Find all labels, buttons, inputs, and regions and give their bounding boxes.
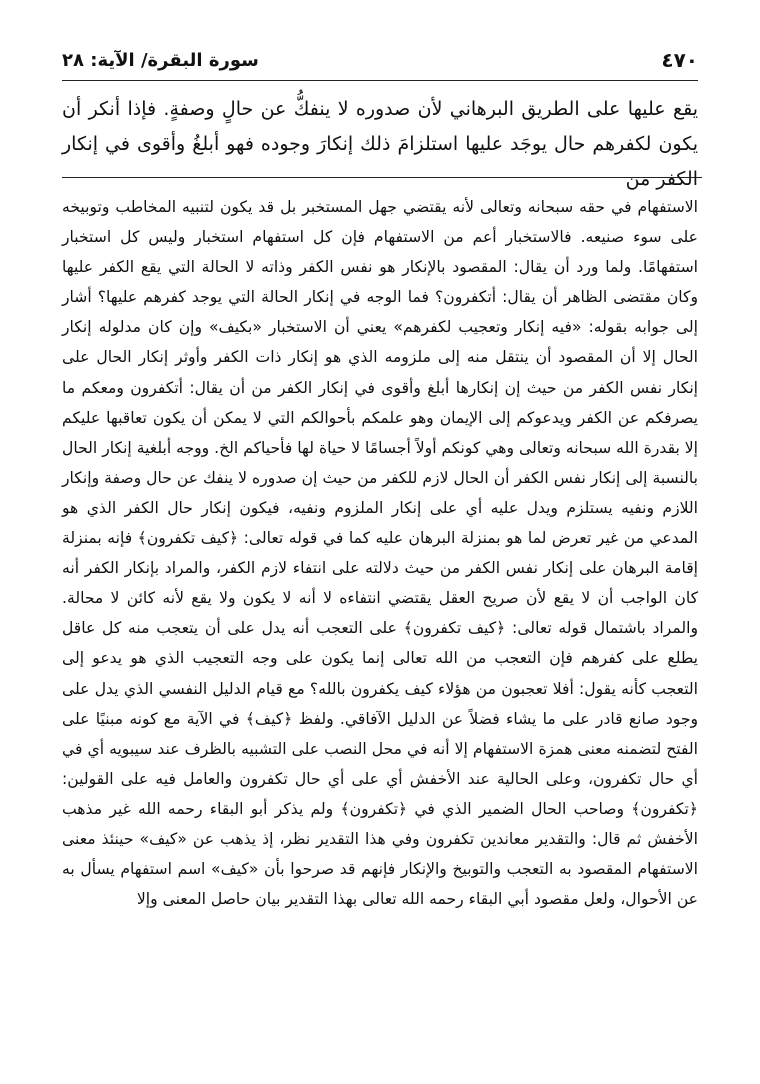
footnote-divider xyxy=(62,177,702,178)
main-text xyxy=(62,92,698,197)
commentary-paragraph: الاستفهام في حقه سبحانه وتعالى لأنه يقتضي جهل المستخبر بل قد يكون لتنبيه المخاطب وتوبيخه على سوء صنيعه. فالاستخبار أعم من الاستفهام فإن كل استفهام استخبار وليس كل استخبار استفهامًا. ولما ورد أن يقال: المقصود بالإنكار هو نفس الكفر وذاته لا الحالة التي يقع الكفر عليها وكان مقتضى الظاهر أن يقال: أتكفرون؟ فما الوجه في إنكار الحالة التي يوجد كفرهم عليها؟ أشار إلى جوابه بقوله: «فيه إنكار وتعجيب لكفرهم» يعني أن الاستخبار «بكيف» وإن كان مدلوله إنكار الحال إلا أن المقصود أن ينتقل منه إلى ملزومه الذي هو إنكار ذات الكفر وأوثر إنكار الحال على إنكار نفس الكفر من حيث إن إنكارها أبلغ وأقوى في إنكار الكفر من أن يقال: أتكفرون ومعكم ما يصرفكم عن الكفر ويدعوكم إلى الإيمان وهو علمكم بأحوالكم التي لا يمكن أن يكون تعاقبها عليكم إلا بقدرة الله سبحانه وتعالى وهي كونكم أولاً أجسامًا لا حياة لها فأحياكم الخ. ووجه أبلغية إنكار الحال بالنسبة إلى إنكار نفس الكفر أن الحال لازم للكفر من حيث إن صدوره لا ينفك عن حال وصفة وإنكار اللازم ونفيه يستلزم ويدل عليه أي على إنكار الملزوم ونفيه، فيكون إنكار حال الكفر الذي هو المدعي من غير تعرض لما هو بمنزلة البرهان عليه كما في قوله تعالى: ﴿كيف تكفرون﴾ فإنه بمنزلة إقامة البرهان على إنكار نفس الكفر من حيث دلالته على انتفاء لازم الكفر، والمراد بإنكار الكفر أنه كان الواجب أن لا يقع لأن صريح العقل يقتضي انتفاءه لا أنه لا يكون ولا يقع لأنه كائن لا محالة. والمراد باشتمال قوله تعالى: ﴿كيف تكفرون﴾ على التعجب أنه يدل على أن يتعجب منه كل عاقل يطلع على كفرهم فإن التعجب من الله تعالى إنما يكون على وجه التعجيب الذي هو يدعو إلى التعجب كأنه يقول: أفلا تعجبون من هؤلاء كيف يكفرون بالله؟ مع قيام الدليل النفسي الذي يدل على وجود صانع قادر على ما يشاء فضلاً عن الدليل الآفاقي. ولفظ ﴿كيف﴾ في الآية مع كونه مبنيًا على الفتح لتضمنه معنى همزة الاستفهام إلا أنه في محل النصب على التشبيه بالظرف عند سيبويه أي في أي حال تكفرون، وعلى الحالية عند الأخفش أي على أي حال تكفرون والعامل فيه على القولين: ﴿تكفرون﴾ وصاحب الحال الضمير الذي في ﴿تكفرون﴾ ولم يذكر أبو البقاء رحمه الله غير مذهب الأخفش ثم قال: والتقدير معاندين تكفرون وفي هذا التقدير نظر، إذ يذهب عن «كيف» حينئذ معنى الاستفهام المقصود به التعجب والتوبيخ والإنكار فإنهم قد صرحوا بأن «كيف» اسم استفهام يسأل به عن الأحوال، ولعل مقصود أبي البقاء رحمه الله تعالى بهذا التقدير بيان حاصل المعنى وإلا xyxy=(62,198,698,909)
page-number: ٤٧٠ xyxy=(661,48,698,72)
running-title: سورة البقرة/ الآية: ٢٨ xyxy=(62,49,259,71)
commentary-text xyxy=(62,192,698,914)
main-text-paragraph: يقع عليها على الطريق البرهاني لأن صدوره لا ينفكُّ عن حالٍ وصفةٍ. فإذا أنكر أن يكون لكفرهم حال يوجَد عليها استلزامَ ذلك إنكارَ وجوده فهو أبلغُ وأقوى في إنكار الكفر من xyxy=(62,98,698,190)
page-header xyxy=(62,40,698,81)
